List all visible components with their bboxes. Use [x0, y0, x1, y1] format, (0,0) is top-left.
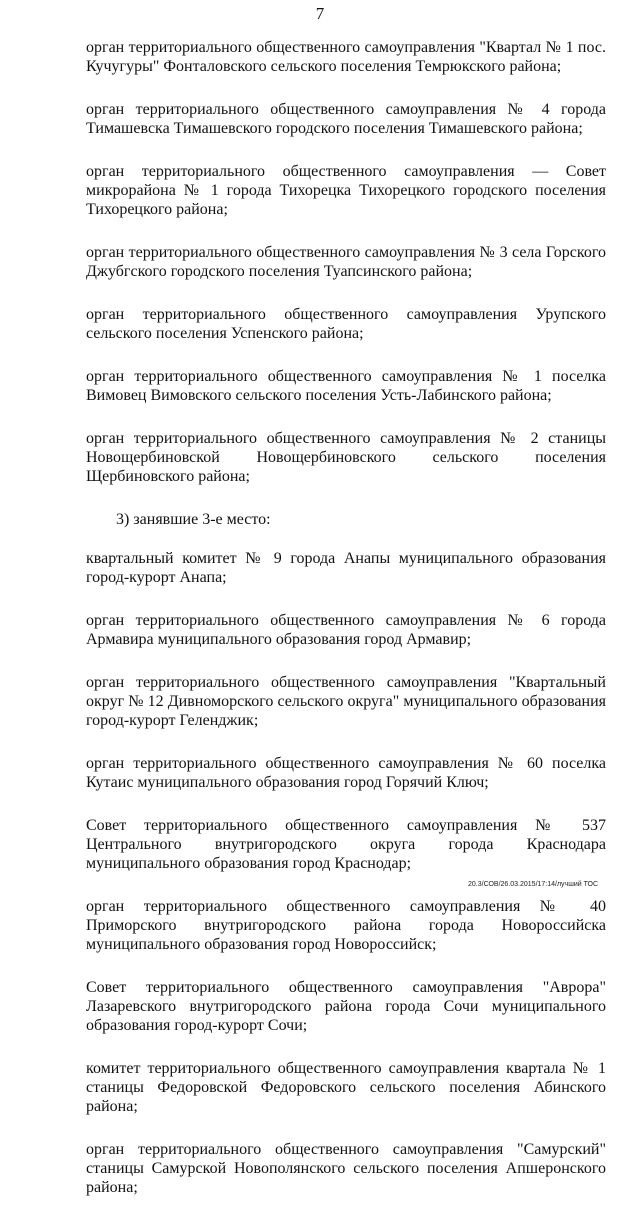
paragraph: орган территориального общественного самоуправления № 40 Приморского внутригородского района города Новороссийска муниципального образования город Новороссийск; — [86, 898, 606, 953]
paragraph: Совет территориального общественного самоуправления "Аврора" Лазаревского внутригородского района города Сочи муниципального образования город-курорт Сочи; — [86, 979, 606, 1034]
paragraph: орган территориального общественного самоуправления "Квартал № 1 пос. Кучугуры" Фонталовского сельского поселения Темрюкского района; — [86, 39, 606, 75]
paragraph: орган территориального общественного самоуправления — Совет микрорайона № 1 города Тихорецка Тихорецкого городского поселения Тихорецкого района; — [86, 163, 606, 218]
document-body — [86, 38, 606, 1221]
paragraph: орган территориального общественного самоуправления № 3 села Горского Джубгского городского поселения Туапсинского района; — [86, 244, 606, 280]
paragraph: орган территориального общественного самоуправления № 60 поселка Кутаис муниципального образования город Горячий Ключ; — [86, 755, 606, 791]
paragraph: квартальный комитет № 9 города Анапы муниципального образования город-курорт Анапа; — [86, 550, 606, 586]
paragraph: орган территориального общественного самоуправления № 2 станицы Новощербиновской Новощербиновского сельского поселения Щербиновского района; — [86, 430, 606, 485]
paragraph: комитет территориального общественного самоуправления квартала № 1 станицы Федоровской Федоровского сельского поселения Абинского района; — [86, 1060, 606, 1115]
paragraph: орган территориального общественного самоуправления Урупского сельского поселения Успенского района; — [86, 306, 606, 342]
document-footer-code: 20.3/СОВ/26.03.2015/17:14/лучший ТОС — [468, 881, 599, 888]
paragraph: орган территориального общественного самоуправления "Самурский" станицы Самурской Новополянского сельского поселения Апшеронского района; — [86, 1141, 606, 1196]
section-heading: 3) занявшие 3-е место: — [116, 511, 271, 528]
paragraph: орган территориального общественного самоуправления № 4 города Тимашевска Тимашевского городского поселения Тимашевского района; — [86, 101, 606, 137]
paragraph: орган территориального общественного самоуправления № 1 поселка Вимовец Вимовского сельского поселения Усть-Лабинского района; — [86, 368, 606, 404]
paragraph: орган территориального общественного самоуправления "Квартальный округ № 12 Дивноморского сельского округа" муниципального образования город-курорт Геленджик; — [86, 674, 606, 729]
paragraph: орган территориального общественного самоуправления № 6 города Армавира муниципального образования город Армавир; — [86, 612, 606, 648]
paragraph: Совет территориального общественного самоуправления № 537 Центрального внутригородского округа города Краснодара муниципального образования город Краснодар; — [86, 817, 606, 872]
page-number: 7 — [315, 4, 325, 23]
